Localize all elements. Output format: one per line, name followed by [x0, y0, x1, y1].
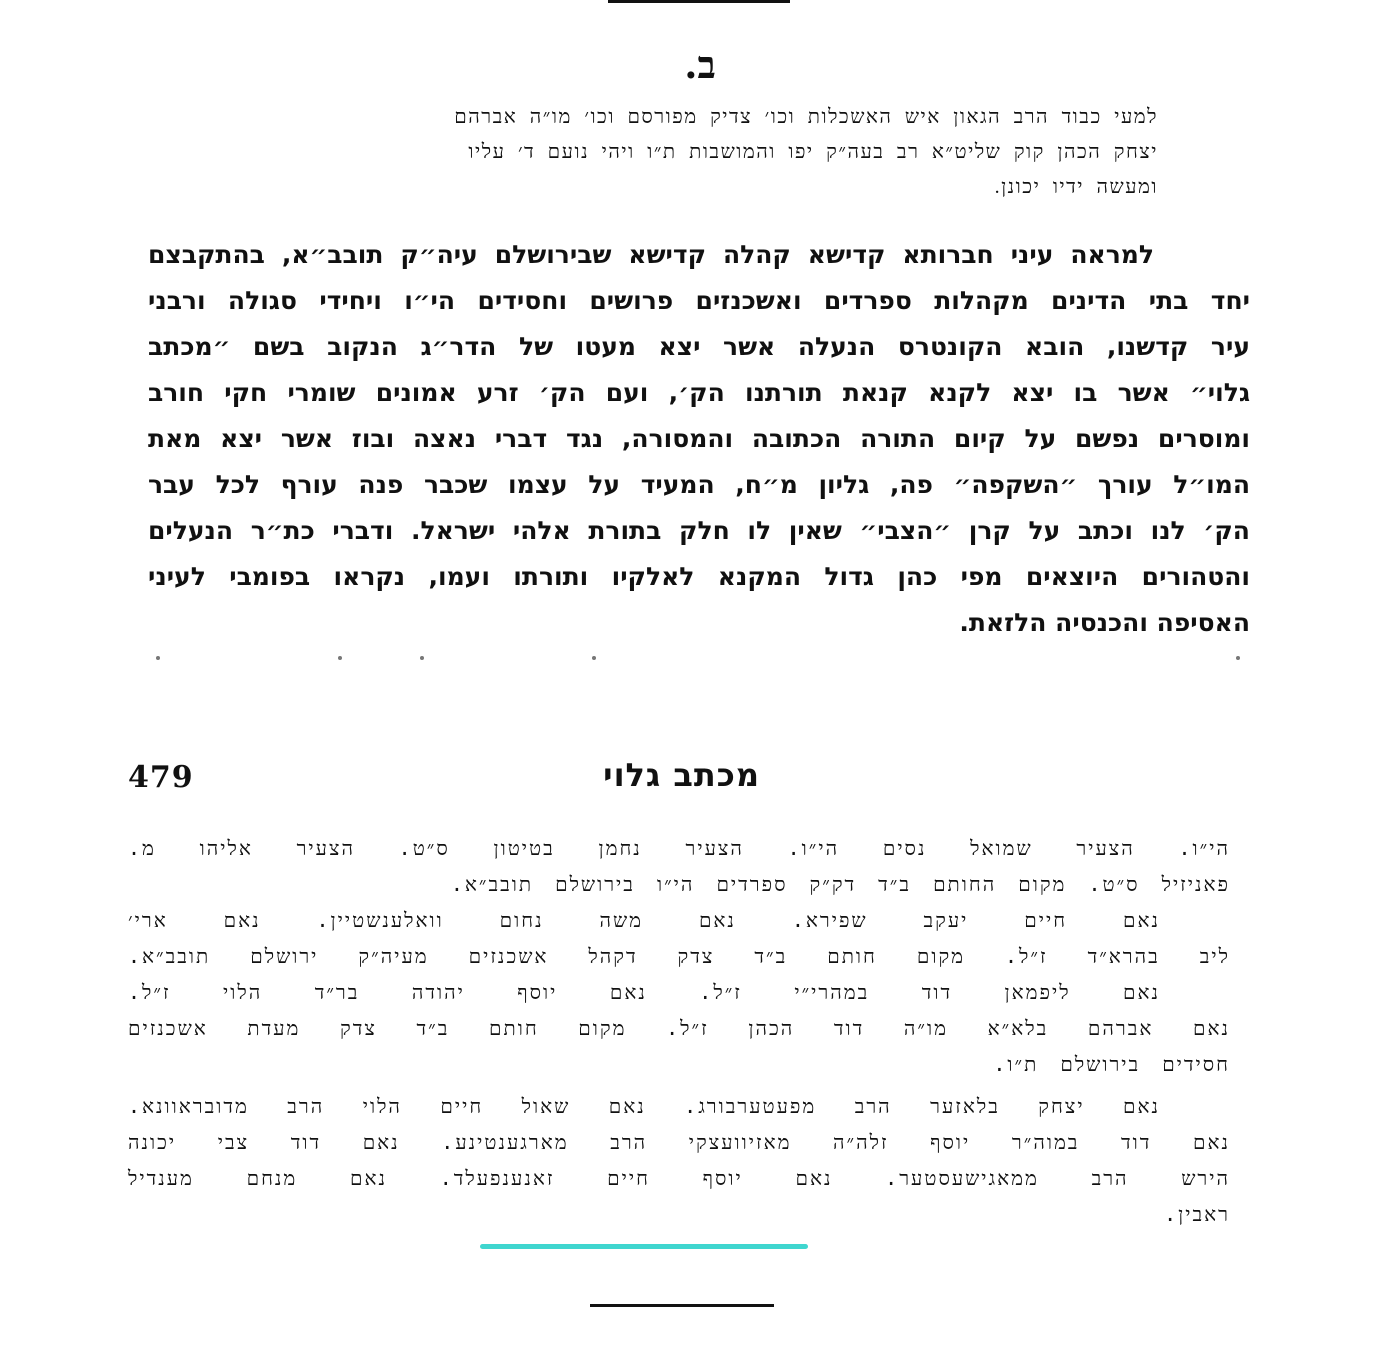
scan-artifact: [156, 656, 160, 660]
body-line: למראה עיני חברותא קדישא קהלה קדישא שבירושלם עיה״ק תובב״א, בהתקבצם: [148, 240, 1154, 269]
top-rule: [608, 0, 790, 3]
body-line: והטהורים היוצאים מפי כהן גדול המקנא לאלקיו ותורתו ועמו, נקראו בפומבי לעיני: [148, 562, 1250, 591]
scan-artifact: [338, 656, 342, 660]
running-title: מכתב גלוי: [603, 756, 760, 794]
body-line: הק׳ לנו וכתב על קרן ״הצבי״ שאין לו חלק בתורת אלהי ישראל. ודברי כת״ר הנעלים: [148, 516, 1250, 545]
signature-block: [128, 974, 1230, 1082]
signature-line: ליב בהרא״ד ז״ל. מקום חותם ב״ד צדק דקהל אשכנזים מעיה״ק ירושלם תובב״א.: [128, 944, 1230, 968]
signature-line: נאם דוד במוה״ר יוסף זלה״ה מאזיוועצקי הרב מארגענטינע. נאם דוד צבי יכונה: [128, 1130, 1230, 1154]
page-gap: [0, 660, 1400, 690]
letter-body: [148, 232, 1250, 646]
signature-line: הי״ו. הצעיר שמואל נסים הי״ו. הצעיר נחמן בטיטון ס״ט. הצעיר אליהו מ.: [128, 836, 1230, 860]
bottom-rule: [590, 1304, 774, 1307]
scan-artifact: [420, 656, 424, 660]
salutation-line: ומעשה ידיו יכונן.: [994, 176, 1158, 198]
signature-block: [128, 1088, 1230, 1232]
body-line: גלוי״ אשר בו יצא לקנא קנאת תורתנו הק׳, ועם הק׳ זרע אמונים שומרי חקי חורב: [148, 378, 1250, 407]
signature-line: נאם ליפמאן דוד במהרי״י ז״ל. נאם יוסף יהודה בר״ד הלוי ז״ל.: [128, 980, 1160, 1004]
body-line: ומוסרים נפשם על קיום התורה הכתובה והמסורה, נגד דברי נאצה ובוז אשר יצא מאת: [148, 424, 1250, 453]
signatures: [128, 830, 1230, 1232]
highlight-underline: [480, 1244, 808, 1249]
signature-block: [128, 902, 1230, 974]
signature-line: חסידים בירושלם ת״ו.: [993, 1052, 1230, 1076]
salutation-line: למעי כבוד הרב הגאון איש האשכלות וכו׳ צדיק מפורסם וכו׳ מו״ה אברהם: [454, 106, 1158, 128]
page-number: 479: [128, 760, 194, 795]
signature-block: [128, 830, 1230, 902]
signature-line: נאם יצחק בלאזער הרב מפעטערבורג. נאם שאול חיים הלוי הרב מדובראוונא.: [128, 1094, 1160, 1118]
scan-artifact: [592, 656, 596, 660]
letter-heading: ב.: [684, 42, 716, 87]
signature-line: נאם אברהם בלא״א מו״ה דוד הכהן ז״ל. מקום חותם ב״ד צדק מעדת אשכנזים: [128, 1016, 1230, 1040]
signature-line: ראבין.: [1164, 1202, 1230, 1226]
signature-line: נאם חיים יעקב שפירא. נאם משה נחום וואלענשטיין. נאם ארי׳: [128, 908, 1160, 932]
body-line: עיר קדשנו, הובא הקונטרס הנעלה אשר יצא מעטו של הדר״ג הנקוב בשם ״מכתב: [148, 332, 1250, 361]
signature-line: פאניזיל ס״ט. מקום החותם ב״ד דק״ק ספרדים הי״ו בירושלם תובב״א.: [450, 872, 1230, 896]
scan-artifact: [1236, 656, 1240, 660]
salutation: [238, 100, 1158, 205]
body-line: יחד בתי הדינים מקהלות ספרדים ואשכנזים פרושים וחסידים הי״ו ויחידי סגולה ורבני: [148, 286, 1250, 315]
body-line: האסיפה והכנסיה הלזאת.: [959, 608, 1250, 637]
salutation-line: יצחק הכהן קוק שליט״א רב בעה״ק יפו והמושבות ת״ו ויהי נועם ד׳ עליו: [468, 141, 1158, 163]
body-line: המו״ל עורך ״השקפה״ פה, גליון מ״ח, המעיד על עצמו שכבר פנה עורף לכל עבר: [148, 470, 1250, 499]
signature-line: הירש הרב ממאגישעסטער. נאם יוסף חיים זאנענפעלד. נאם מנחם מענדיל: [128, 1166, 1230, 1190]
